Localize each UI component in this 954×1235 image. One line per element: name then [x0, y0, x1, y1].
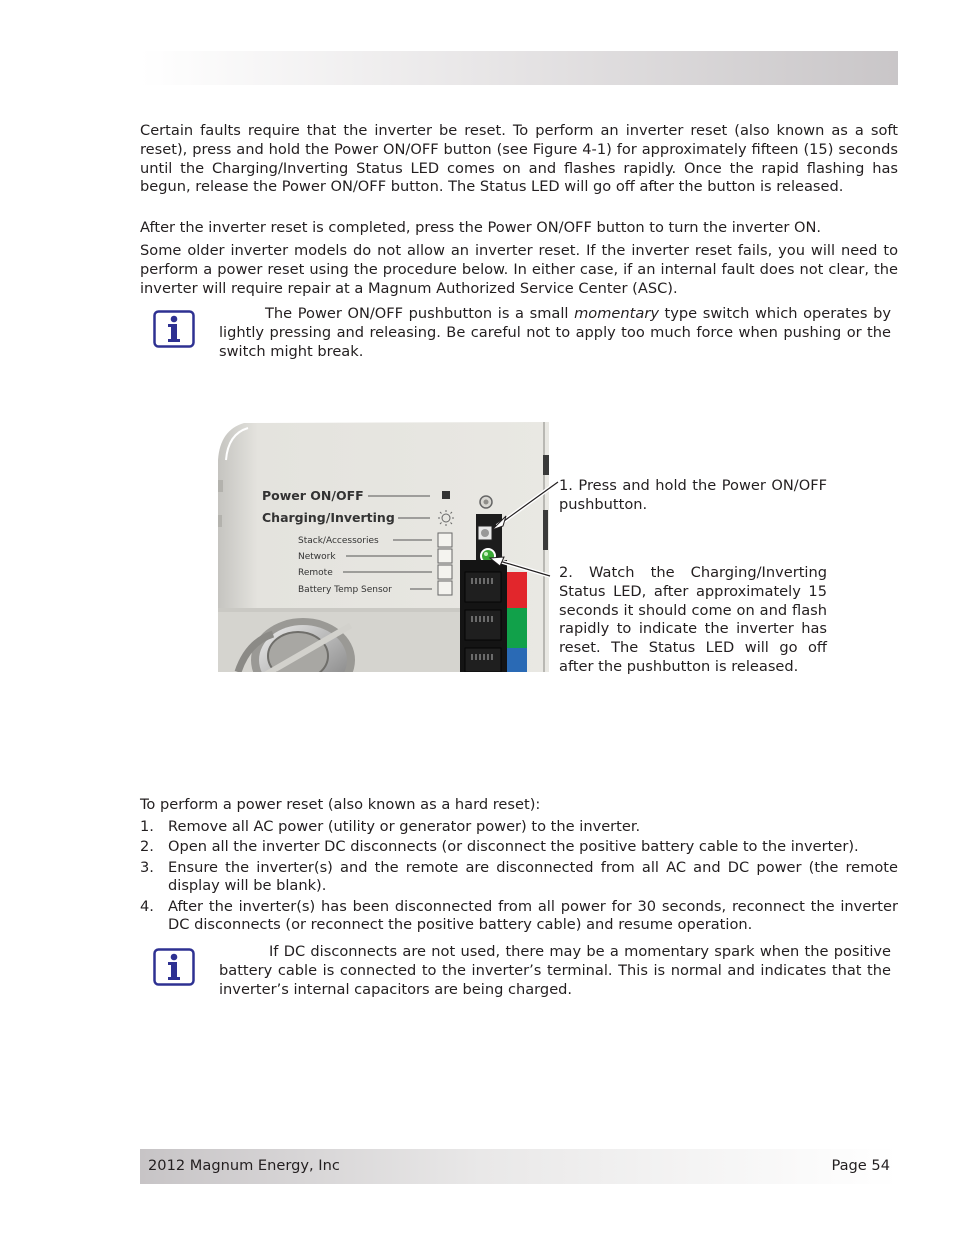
- page-number: Page 54: [831, 1157, 890, 1174]
- panel-label-network: Network: [298, 552, 336, 562]
- callout-press-hold: 1. Press and hold the Power ON/OFF pushbutton.: [559, 477, 827, 513]
- paragraph-older-models: Some older inverter models do not allow an inverter reset. If the inverter reset fails, you will need to perform a power reset using the procedure below. In either case, if an internal fault does not clear, the inverter will require repair at a Magnum Authorized Service Center (ASC).: [140, 242, 898, 297]
- paragraph-soft-reset: Certain faults require that the inverter be reset. To perform an inverter reset (also known as a soft reset), press and hold the Power ON/OFF button (see Figure 4-1) for approximately fifteen (15) seconds until the Charging/Inverting Status LED comes on and flashes rapidly. Once the rapid flashing has begun, release the Power ON/OFF button. The Status LED will go off after the button is released.: [140, 122, 898, 196]
- footer-copyright: 2012 Magnum Energy, Inc: [148, 1157, 340, 1174]
- note-momentary-switch: The Power ON/OFF pushbutton is a small momentary type switch which operates by lightly pressing and releasing. Be careful not to apply too much force when pushing or the switch might break.: [219, 305, 891, 360]
- list-item: 3. Ensure the inverter(s) and the remote are disconnected from all AC and DC power (the remote display will be blank).: [140, 858, 898, 895]
- info-icon: [153, 310, 195, 348]
- panel-label-power: Power ON/OFF: [262, 488, 364, 503]
- panel-label-stack: Stack/Accessories: [298, 536, 379, 546]
- power-reset-intro: To perform a power reset (also known as a hard reset):: [140, 796, 541, 813]
- power-reset-steps: [140, 818, 898, 937]
- list-item: 1. Remove all AC power (utility or generator power) to the inverter.: [140, 818, 641, 835]
- list-item: 2. Open all the inverter DC disconnects (or disconnect the positive battery cable to the inverter).: [140, 838, 859, 856]
- panel-label-remote: Remote: [298, 568, 333, 578]
- info-icon: [153, 948, 195, 986]
- panel-label-charging: Charging/Inverting: [262, 510, 395, 525]
- list-item: 4. After the inverter(s) has been disconnected from all power for 30 seconds, reconnect the inverter DC disconnects (or reconnect the positive battery cable) and resume operation.: [140, 897, 898, 934]
- panel-label-battery: Battery Temp Sensor: [298, 585, 392, 595]
- paragraph-after-reset: After the inverter reset is completed, press the Power ON/OFF button to turn the inverter ON.: [140, 219, 822, 236]
- callout-watch-led: 2. Watch the Charging/Inverting Status LED, after approximately 15 seconds it should come on and flash rapidly to indicate the inverter has reset. The Status LED will go off after the pushbutton is released.: [559, 564, 827, 675]
- callout-arrows: [470, 470, 560, 590]
- note-dc-disconnects: If DC disconnects are not used, there may be a momentary spark when the positive battery cable is connected to the inverter’s terminal. This is normal and indicates that the inverter’s internal capacitors are being charged.: [219, 943, 891, 998]
- header-bar: [140, 51, 898, 85]
